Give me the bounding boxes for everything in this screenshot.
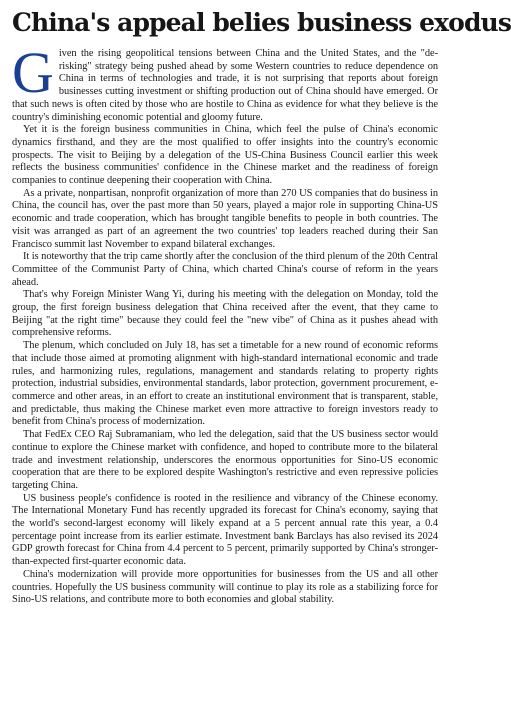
article-paragraph: As a private, nonpartisan, nonprofit organization of more than 270 US companies that do business in China, the council has, over the past more than 50 years, played a major role in supporting China-US economic and trade cooperation, which has brought tangible benefits to people in both countries. The visit was arranged as part of an agreement the two countries' top leaders reached during their San Francisco summit last November to expand bilateral exchanges. [12,187,438,250]
article-paragraph: The plenum, which concluded on July 18, has set a timetable for a new round of economic reforms that include those aimed at promoting alignment with high-standard international economic and trade rules, and harmonizing rules, regulations, management and standards relating to property rights protection, industrial subsidies, environmental standards, labor protection, government procurement, e-commerce and other areas, in an effort to create an institutional environment that is transparent, stable, and predictable, thus making the Chinese market even more attractive to foreign investors ready to benefit from China's process of modernization. [12,340,438,428]
article-body [12,40,438,607]
article-paragraph: That's why Foreign Minister Wang Yi, during his meeting with the delegation on Monday, told the group, the first foreign business delegation that China received after the event, that they came to Beijing "at the right time" because they could feel the "new vibe" of China as it pushes ahead with comprehensive reforms. [12,289,438,339]
headline: China's appeal belies business exodus [12,8,511,37]
article-paragraph: It is noteworthy that the trip came shortly after the conclusion of the third plenum of the 20th Central Committee of the Communist Party of China, which charted China's course of reform in the years ahead. [12,251,438,288]
article-paragraph: Yet it is the foreign business communities in China, which feel the pulse of China's economic dynamics firsthand, and they are the most qualified to offer insights into the country's economic prospects. The visit to Beijing by a delegation of the US-China Business Council earlier this week reflects the business communities' confidence in the Chinese market and the readiness of foreign companies to continue deepening their cooperation with China. [12,124,438,187]
drop-cap: G [12,40,54,105]
article-paragraph: That FedEx CEO Raj Subramaniam, who led the delegation, said that the US business sector would continue to explore the Chinese market with confidence, and hoped to contribute more to the bilateral trade and investment relationship, underscores the enormous opportunities for Sino-US economic cooperation that are there to be explored despite Washington's restrictive and even repressive policies targeting China. [12,429,438,491]
article-paragraph: China's modernization will provide more opportunities for businesses from the US and all other countries. Hopefully the US business community will continue to play its role as a stabilizing force for Sino-US relations, and contribute more to both economies and global stability. [12,568,438,606]
article-paragraph: Given the rising geopolitical tensions between China and the United States, and the "de-risking" strategy being pushed ahead by some Western countries to reduce dependence on China in terms of technologies and trade, it is not surprising that reports about foreign businesses cutting investment or shifting production out of China should have emerged. Or that such news is often cited by those who are hostile to China as evidence for what they believe is the country's diminishing economic potential and gloomy future. [12,40,438,123]
article-paragraph: US business people's confidence is rooted in the resilience and vibrancy of the Chinese economy. The International Monetary Fund has recently upgraded its forecast for China's economy, saying that the world's second-largest economy will likely expand at a 5 percent annual rate this year, a 0.4 percentage point increase from its earlier estimate. Investment bank Barclays has also revised its 2024 GDP growth forecast for China from 4.4 percent to 5 percent, primarily supported by China's stronger-than-expected first-quarter economic data. [12,492,438,568]
